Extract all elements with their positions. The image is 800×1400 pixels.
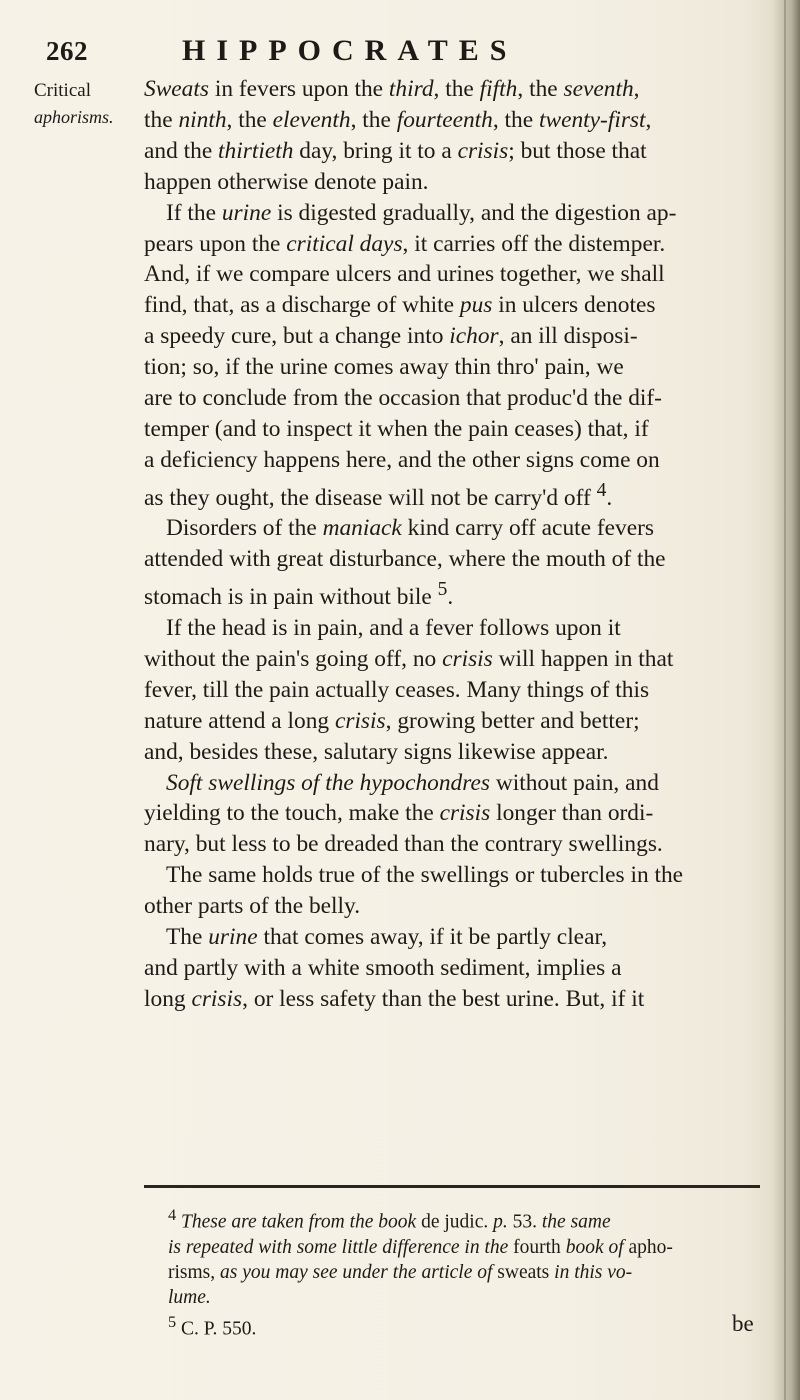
text-line: nary, but less to be dreaded than the contrary swellings.: [144, 831, 663, 858]
running-title: HIPPOCRATES: [182, 34, 518, 67]
text-line: and the thirtieth day, bring it to a crisis; but those that: [144, 137, 647, 164]
text-line: long crisis, or less safety than the best urine. But, if it: [144, 985, 645, 1012]
page-edge-shadow: [772, 0, 800, 1400]
page-header: [46, 34, 736, 74]
footnote-line: $^4$ These are taken from the book de judic. p. 53. the same: [168, 1206, 611, 1233]
text-line: Disorders of the maniack kind carry off acute fevers: [166, 515, 655, 542]
text-line: and partly with a white smooth sediment, implies a: [144, 954, 622, 981]
text-line: a speedy cure, but a change into ichor, an ill disposi-: [144, 323, 638, 350]
margin-note-line-1: Critical: [34, 80, 91, 101]
text-line: temper (and to inspect it when the pain ceases) that, if: [144, 415, 649, 442]
footnotes: [168, 1203, 758, 1341]
footnote-line: is repeated with some little difference in the fourth book of apho-: [168, 1236, 673, 1258]
body-text: [144, 74, 760, 1015]
text-line: The urine that comes away, if it be partly clear,: [166, 924, 608, 951]
page-edge-line: [784, 0, 786, 1400]
text-line: attended with great disturbance, where the mouth of the: [144, 546, 666, 573]
text-line: nature attend a long crisis, growing better and better;: [144, 707, 640, 734]
footnote-line: lume.: [168, 1286, 211, 1308]
text-line: Soft swellings of the hypochondres without pain, and: [166, 769, 659, 796]
text-line: and, besides these, salutary signs likewise appear.: [144, 738, 609, 765]
text-line: are to conclude from the occasion that produc'd the dif-: [144, 385, 662, 412]
text-line: as they ought, the disease will not be carry'd off $^4$.: [144, 479, 613, 511]
footnote-line: risms, as you may see under the article of sweats in this vo-: [168, 1261, 633, 1283]
page-number: 262: [46, 36, 88, 66]
text-line: happen otherwise denote pain.: [144, 168, 429, 195]
text-line: If the head is in pain, and a fever follows upon it: [166, 615, 621, 641]
text-line: The same holds true of the swellings or tubercles in the: [166, 862, 684, 889]
catchword: be: [732, 1311, 754, 1336]
text-line: fever, till the pain actually ceases. Many things of this: [144, 676, 650, 703]
margin-note-line-2: aphorisms.: [34, 107, 114, 127]
text-line: pears upon the critical days, it carries off the distemper.: [144, 230, 666, 257]
text-line: If the urine is digested gradually, and the digestion ap-: [166, 199, 677, 226]
text-line: yielding to the touch, make the crisis longer than ordi-: [144, 800, 654, 827]
text-line: the ninth, the eleventh, the fourteenth, the twenty-first,: [144, 106, 652, 133]
text-line: a deficiency happens here, and the other signs come on: [144, 446, 660, 473]
text-line: other parts of the belly.: [144, 893, 361, 920]
margin-note: [34, 78, 130, 130]
text-line: Sweats in fevers upon the third, the fifth, the seventh,: [144, 76, 640, 102]
text-line: without the pain's going off, no crisis will happen in that: [144, 645, 674, 672]
text-line: stomach is in pain without bile $^5$.: [144, 579, 454, 611]
text-line: And, if we compare ulcers and urines together, we shall: [144, 261, 665, 288]
text-line: find, that, as a discharge of white pus in ulcers denotes: [144, 292, 656, 319]
text-line: tion; so, if the urine comes away thin thro' pain, we: [144, 354, 624, 381]
footnote-line: $^5$ C. P. 550.: [168, 1312, 257, 1339]
footnote-divider: [144, 1185, 760, 1188]
